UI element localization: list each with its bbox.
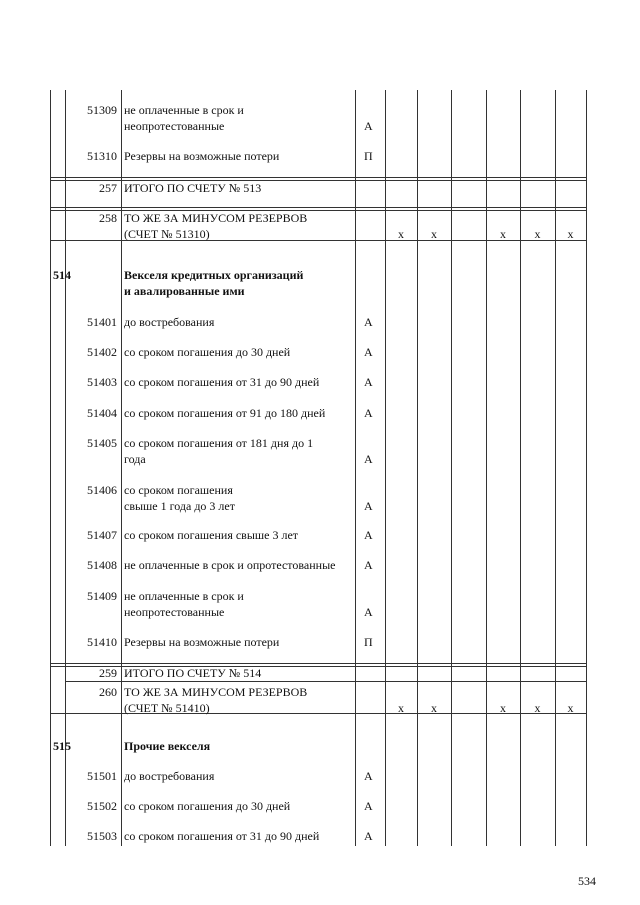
account-type: А	[364, 769, 373, 783]
x-mark: х	[534, 227, 541, 241]
account-name: ИТОГО ПО СЧЕТУ № 513	[124, 181, 262, 195]
account-name: не оплаченные в срок и	[124, 589, 244, 603]
account-code: 51409	[87, 589, 117, 603]
x-mark: х	[431, 227, 437, 241]
column-rule	[586, 90, 587, 846]
account-code: 258	[99, 211, 117, 225]
account-code: 51402	[87, 345, 117, 359]
x-mark: х	[500, 701, 506, 715]
x-mark: х	[567, 227, 574, 241]
account-type: А	[364, 499, 373, 513]
account-code: 51406	[87, 483, 117, 497]
section-title: Векселя кредитных организаций	[124, 268, 304, 282]
account-name: ИТОГО ПО СЧЕТУ № 514	[124, 666, 262, 680]
account-type: А	[364, 528, 373, 542]
x-mark: х	[567, 701, 574, 715]
column-rule	[65, 90, 66, 846]
row-rule	[65, 681, 586, 682]
account-code: 51410	[87, 635, 117, 649]
account-code: 51503	[87, 829, 117, 843]
account-name: ТО ЖЕ ЗА МИНУСОМ РЕЗЕРВОВ	[124, 211, 308, 225]
account-name: (СЧЕТ № 51310)	[124, 227, 210, 241]
group-code: 514	[53, 268, 71, 282]
account-name: со сроком погашения от 31 до 90 дней	[124, 829, 320, 843]
column-rule	[385, 90, 386, 846]
column-rule	[121, 90, 122, 846]
row-rule	[50, 177, 586, 178]
account-code: 51408	[87, 558, 117, 572]
account-name: не оплаченные в срок и	[124, 103, 244, 117]
account-name: неопротестованные	[124, 119, 225, 133]
account-type: А	[364, 375, 373, 389]
account-name: Резервы на возможные потери	[124, 635, 280, 649]
account-code: 51403	[87, 375, 117, 389]
account-code: 51407	[87, 528, 117, 542]
column-rule	[451, 90, 452, 846]
account-name: неопротестованные	[124, 605, 225, 619]
account-name: со сроком погашения до 30 дней	[124, 345, 291, 359]
row-rule	[50, 207, 586, 208]
account-type: А	[364, 315, 373, 329]
row-rule	[50, 663, 586, 664]
x-mark: х	[398, 227, 404, 241]
account-name: до востребования	[124, 315, 215, 329]
account-type: А	[364, 119, 373, 133]
section-title: Прочие векселя	[124, 739, 211, 753]
account-type: А	[364, 829, 373, 843]
account-code: 257	[99, 181, 117, 195]
account-name: ТО ЖЕ ЗА МИНУСОМ РЕЗЕРВОВ	[124, 685, 308, 699]
account-type: А	[364, 605, 373, 619]
account-name: (СЧЕТ № 51410)	[124, 701, 210, 715]
account-code: 51310	[87, 149, 117, 163]
account-type: П	[364, 149, 373, 163]
column-rule	[486, 90, 487, 846]
account-name: не оплаченные в срок и опротестованные	[124, 558, 336, 572]
account-name: года	[124, 452, 146, 466]
account-name: до востребования	[124, 769, 215, 783]
column-rule	[355, 90, 356, 846]
account-name: со сроком погашения свыше 3 лет	[124, 528, 299, 542]
group-code: 515	[53, 739, 71, 753]
account-type: А	[364, 345, 373, 359]
account-code: 51309	[87, 103, 117, 117]
account-type: А	[364, 799, 373, 813]
account-name: со сроком погашения от 91 до 180 дней	[124, 406, 326, 420]
x-mark: х	[534, 701, 541, 715]
account-code: 51405	[87, 436, 117, 450]
x-mark: х	[500, 227, 506, 241]
column-rule	[417, 90, 418, 846]
account-name: Резервы на возможные потери	[124, 149, 280, 163]
account-code: 51501	[87, 769, 117, 783]
column-rule	[520, 90, 521, 846]
account-code: 51404	[87, 406, 117, 420]
account-name: свыше 1 года до 3 лет	[124, 499, 235, 513]
account-code: 260	[99, 685, 117, 699]
account-name: со сроком погашения от 181 дня до 1	[124, 436, 314, 450]
account-type: П	[364, 635, 373, 649]
section-title: и авалированные ими	[124, 284, 245, 298]
x-mark: х	[398, 701, 404, 715]
account-name: со сроком погашения	[124, 483, 233, 497]
account-name: со сроком погашения до 30 дней	[124, 799, 291, 813]
account-code: 259	[99, 666, 117, 680]
account-type: А	[364, 558, 373, 572]
column-rule	[555, 90, 556, 846]
account-name: со сроком погашения от 31 до 90 дней	[124, 375, 320, 389]
account-code: 51502	[87, 799, 117, 813]
account-type: А	[364, 406, 373, 420]
column-rule	[50, 90, 51, 846]
page-number: 534	[578, 874, 596, 888]
account-code: 51401	[87, 315, 117, 329]
account-type: А	[364, 452, 373, 466]
x-mark: х	[431, 701, 437, 715]
